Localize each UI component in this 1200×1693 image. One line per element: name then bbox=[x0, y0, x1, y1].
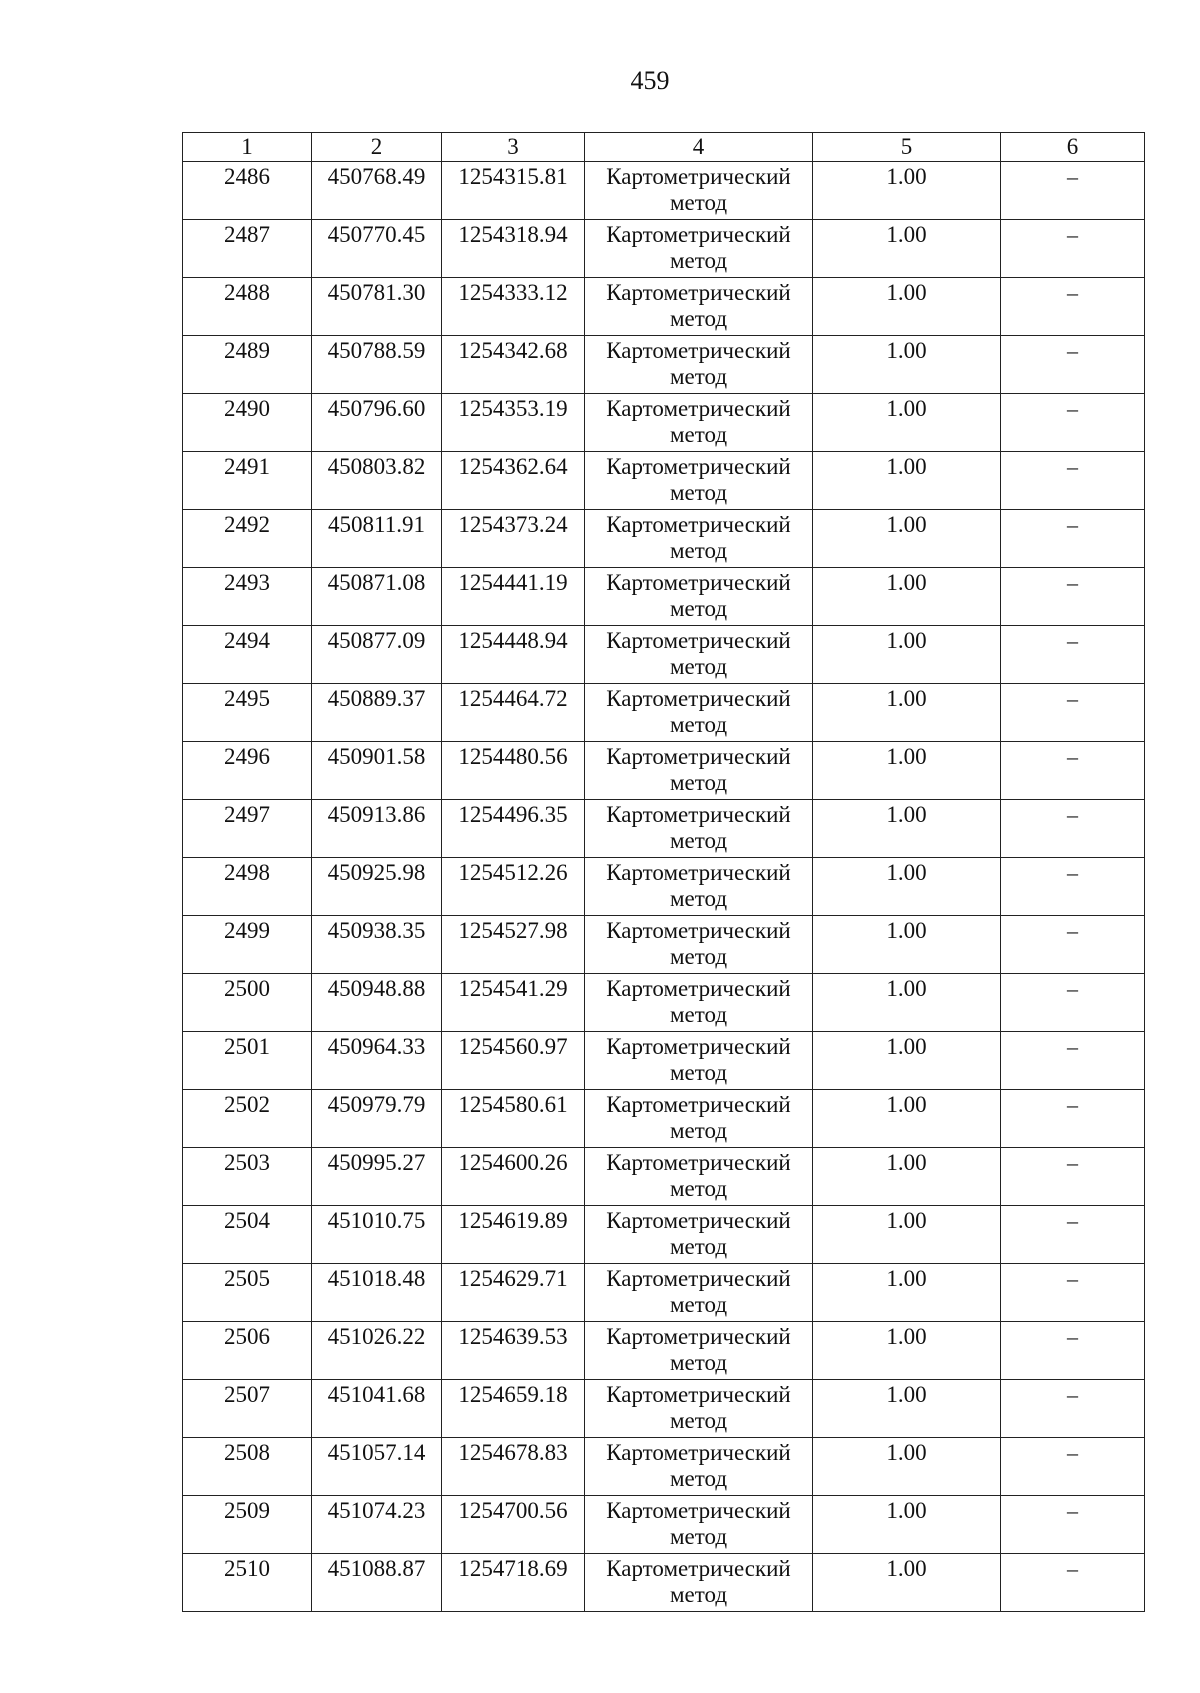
method-cell bbox=[585, 452, 813, 510]
point-number-cell: 2493 bbox=[183, 568, 312, 626]
point-number-cell: 2489 bbox=[183, 336, 312, 394]
method-line-1: Картометрический bbox=[606, 628, 791, 653]
table-row bbox=[183, 684, 1145, 742]
method-cell bbox=[585, 220, 813, 278]
y-coordinate-cell: 1254342.68 bbox=[442, 336, 585, 394]
header-col-5: 5 bbox=[813, 133, 1001, 162]
note-cell: – bbox=[1001, 858, 1145, 916]
point-number-cell: 2499 bbox=[183, 916, 312, 974]
y-coordinate-cell: 1254496.35 bbox=[442, 800, 585, 858]
header-col-3: 3 bbox=[442, 133, 585, 162]
method-line-2: метод bbox=[669, 596, 728, 621]
x-coordinate-cell: 451041.68 bbox=[312, 1380, 442, 1438]
method-line-1: Картометрический bbox=[606, 976, 791, 1001]
method-line-2: метод bbox=[669, 422, 728, 447]
table-row bbox=[183, 800, 1145, 858]
header-col-6: 6 bbox=[1001, 133, 1145, 162]
method-line-1: Картометрический bbox=[606, 1498, 791, 1523]
method-line-1: Картометрический bbox=[606, 860, 791, 885]
method-line-1: Картометрический bbox=[606, 744, 791, 769]
accuracy-cell: 1.00 bbox=[813, 1206, 1001, 1264]
x-coordinate-cell: 451018.48 bbox=[312, 1264, 442, 1322]
x-coordinate-cell: 450877.09 bbox=[312, 626, 442, 684]
method-line-2: метод bbox=[669, 1234, 728, 1259]
note-cell: – bbox=[1001, 1206, 1145, 1264]
y-coordinate-cell: 1254527.98 bbox=[442, 916, 585, 974]
method-line-1: Картометрический bbox=[606, 1556, 791, 1581]
table-row bbox=[183, 220, 1145, 278]
y-coordinate-cell: 1254541.29 bbox=[442, 974, 585, 1032]
table-row bbox=[183, 1438, 1145, 1496]
method-cell bbox=[585, 1032, 813, 1090]
accuracy-cell: 1.00 bbox=[813, 1090, 1001, 1148]
method-line-1: Картометрический bbox=[606, 454, 791, 479]
method-line-1: Картометрический bbox=[606, 512, 791, 537]
table-row bbox=[183, 1090, 1145, 1148]
y-coordinate-cell: 1254678.83 bbox=[442, 1438, 585, 1496]
y-coordinate-cell: 1254373.24 bbox=[442, 510, 585, 568]
method-line-1: Картометрический bbox=[606, 1150, 791, 1175]
point-number-cell: 2495 bbox=[183, 684, 312, 742]
method-line-2: метод bbox=[669, 770, 728, 795]
accuracy-cell: 1.00 bbox=[813, 1148, 1001, 1206]
accuracy-cell: 1.00 bbox=[813, 1554, 1001, 1612]
point-number-cell: 2501 bbox=[183, 1032, 312, 1090]
method-line-2: метод bbox=[669, 944, 728, 969]
note-cell: – bbox=[1001, 452, 1145, 510]
y-coordinate-cell: 1254600.26 bbox=[442, 1148, 585, 1206]
method-line-2: метод bbox=[669, 1176, 728, 1201]
y-coordinate-cell: 1254629.71 bbox=[442, 1264, 585, 1322]
y-coordinate-cell: 1254639.53 bbox=[442, 1322, 585, 1380]
method-cell bbox=[585, 800, 813, 858]
x-coordinate-cell: 450925.98 bbox=[312, 858, 442, 916]
accuracy-cell: 1.00 bbox=[813, 394, 1001, 452]
point-number-cell: 2504 bbox=[183, 1206, 312, 1264]
accuracy-cell: 1.00 bbox=[813, 452, 1001, 510]
x-coordinate-cell: 450811.91 bbox=[312, 510, 442, 568]
method-cell bbox=[585, 742, 813, 800]
method-cell bbox=[585, 1090, 813, 1148]
method-line-2: метод bbox=[669, 364, 728, 389]
point-number-cell: 2486 bbox=[183, 162, 312, 220]
note-cell: – bbox=[1001, 1264, 1145, 1322]
point-number-cell: 2488 bbox=[183, 278, 312, 336]
note-cell: – bbox=[1001, 974, 1145, 1032]
method-line-2: метод bbox=[669, 1524, 728, 1549]
page-number: 459 bbox=[630, 66, 670, 95]
y-coordinate-cell: 1254512.26 bbox=[442, 858, 585, 916]
note-cell: – bbox=[1001, 800, 1145, 858]
x-coordinate-cell: 450948.88 bbox=[312, 974, 442, 1032]
note-cell: – bbox=[1001, 510, 1145, 568]
method-line-2: метод bbox=[669, 828, 728, 853]
table-row bbox=[183, 568, 1145, 626]
method-line-2: метод bbox=[669, 248, 728, 273]
method-cell bbox=[585, 916, 813, 974]
point-number-cell: 2507 bbox=[183, 1380, 312, 1438]
header-col-2: 2 bbox=[312, 133, 442, 162]
note-cell: – bbox=[1001, 336, 1145, 394]
table-row bbox=[183, 1206, 1145, 1264]
x-coordinate-cell: 450781.30 bbox=[312, 278, 442, 336]
table-row bbox=[183, 1148, 1145, 1206]
method-cell bbox=[585, 858, 813, 916]
accuracy-cell: 1.00 bbox=[813, 626, 1001, 684]
method-cell bbox=[585, 1322, 813, 1380]
method-cell bbox=[585, 684, 813, 742]
x-coordinate-cell: 450995.27 bbox=[312, 1148, 442, 1206]
table-row bbox=[183, 626, 1145, 684]
x-coordinate-cell: 451057.14 bbox=[312, 1438, 442, 1496]
y-coordinate-cell: 1254362.64 bbox=[442, 452, 585, 510]
table-row bbox=[183, 916, 1145, 974]
table-row bbox=[183, 452, 1145, 510]
coordinates-table-container bbox=[182, 132, 1144, 1612]
accuracy-cell: 1.00 bbox=[813, 568, 1001, 626]
x-coordinate-cell: 450768.49 bbox=[312, 162, 442, 220]
method-line-2: метод bbox=[669, 1060, 728, 1085]
method-line-2: метод bbox=[669, 654, 728, 679]
y-coordinate-cell: 1254441.19 bbox=[442, 568, 585, 626]
y-coordinate-cell: 1254659.18 bbox=[442, 1380, 585, 1438]
point-number-cell: 2487 bbox=[183, 220, 312, 278]
y-coordinate-cell: 1254718.69 bbox=[442, 1554, 585, 1612]
x-coordinate-cell: 450913.86 bbox=[312, 800, 442, 858]
method-line-1: Картометрический bbox=[606, 1266, 791, 1291]
note-cell: – bbox=[1001, 1554, 1145, 1612]
x-coordinate-cell: 450871.08 bbox=[312, 568, 442, 626]
table-header bbox=[183, 133, 1145, 162]
table-row bbox=[183, 1264, 1145, 1322]
method-line-1: Картометрический bbox=[606, 918, 791, 943]
x-coordinate-cell: 450979.79 bbox=[312, 1090, 442, 1148]
accuracy-cell: 1.00 bbox=[813, 1380, 1001, 1438]
y-coordinate-cell: 1254619.89 bbox=[442, 1206, 585, 1264]
method-cell bbox=[585, 1438, 813, 1496]
table-row bbox=[183, 1032, 1145, 1090]
method-line-2: метод bbox=[669, 480, 728, 505]
point-number-cell: 2494 bbox=[183, 626, 312, 684]
accuracy-cell: 1.00 bbox=[813, 278, 1001, 336]
accuracy-cell: 1.00 bbox=[813, 336, 1001, 394]
point-number-cell: 2498 bbox=[183, 858, 312, 916]
note-cell: – bbox=[1001, 742, 1145, 800]
point-number-cell: 2502 bbox=[183, 1090, 312, 1148]
table-row bbox=[183, 858, 1145, 916]
method-line-2: метод bbox=[669, 190, 728, 215]
table-row bbox=[183, 1554, 1145, 1612]
y-coordinate-cell: 1254464.72 bbox=[442, 684, 585, 742]
x-coordinate-cell: 451010.75 bbox=[312, 1206, 442, 1264]
method-cell bbox=[585, 974, 813, 1032]
note-cell: – bbox=[1001, 162, 1145, 220]
y-coordinate-cell: 1254560.97 bbox=[442, 1032, 585, 1090]
method-line-2: метод bbox=[669, 538, 728, 563]
note-cell: – bbox=[1001, 394, 1145, 452]
note-cell: – bbox=[1001, 1148, 1145, 1206]
coordinates-table bbox=[182, 132, 1145, 1612]
method-line-1: Картометрический bbox=[606, 280, 791, 305]
method-cell bbox=[585, 510, 813, 568]
method-line-2: метод bbox=[669, 1002, 728, 1027]
x-coordinate-cell: 450901.58 bbox=[312, 742, 442, 800]
method-line-1: Картометрический bbox=[606, 396, 791, 421]
method-cell bbox=[585, 162, 813, 220]
header-col-4: 4 bbox=[585, 133, 813, 162]
table-row bbox=[183, 336, 1145, 394]
x-coordinate-cell: 451026.22 bbox=[312, 1322, 442, 1380]
method-cell bbox=[585, 1496, 813, 1554]
method-line-1: Картометрический bbox=[606, 1208, 791, 1233]
method-line-1: Картометрический bbox=[606, 802, 791, 827]
table-row bbox=[183, 394, 1145, 452]
accuracy-cell: 1.00 bbox=[813, 220, 1001, 278]
table-row bbox=[183, 1322, 1145, 1380]
note-cell: – bbox=[1001, 1090, 1145, 1148]
accuracy-cell: 1.00 bbox=[813, 684, 1001, 742]
point-number-cell: 2510 bbox=[183, 1554, 312, 1612]
note-cell: – bbox=[1001, 626, 1145, 684]
accuracy-cell: 1.00 bbox=[813, 800, 1001, 858]
y-coordinate-cell: 1254318.94 bbox=[442, 220, 585, 278]
method-line-1: Картометрический bbox=[606, 570, 791, 595]
method-cell bbox=[585, 1264, 813, 1322]
method-cell bbox=[585, 278, 813, 336]
header-row bbox=[183, 133, 1145, 162]
y-coordinate-cell: 1254333.12 bbox=[442, 278, 585, 336]
y-coordinate-cell: 1254353.19 bbox=[442, 394, 585, 452]
point-number-cell: 2505 bbox=[183, 1264, 312, 1322]
method-line-2: метод bbox=[669, 1118, 728, 1143]
table-row bbox=[183, 162, 1145, 220]
method-cell bbox=[585, 1148, 813, 1206]
table-row bbox=[183, 1496, 1145, 1554]
accuracy-cell: 1.00 bbox=[813, 1438, 1001, 1496]
accuracy-cell: 1.00 bbox=[813, 1032, 1001, 1090]
point-number-cell: 2496 bbox=[183, 742, 312, 800]
note-cell: – bbox=[1001, 916, 1145, 974]
accuracy-cell: 1.00 bbox=[813, 510, 1001, 568]
point-number-cell: 2509 bbox=[183, 1496, 312, 1554]
method-cell bbox=[585, 626, 813, 684]
method-line-2: метод bbox=[669, 1466, 728, 1491]
note-cell: – bbox=[1001, 278, 1145, 336]
note-cell: – bbox=[1001, 1380, 1145, 1438]
method-line-1: Картометрический bbox=[606, 1092, 791, 1117]
note-cell: – bbox=[1001, 1032, 1145, 1090]
y-coordinate-cell: 1254480.56 bbox=[442, 742, 585, 800]
x-coordinate-cell: 451074.23 bbox=[312, 1496, 442, 1554]
method-line-1: Картометрический bbox=[606, 1324, 791, 1349]
method-cell bbox=[585, 568, 813, 626]
point-number-cell: 2492 bbox=[183, 510, 312, 568]
accuracy-cell: 1.00 bbox=[813, 916, 1001, 974]
table-row bbox=[183, 278, 1145, 336]
table-body bbox=[183, 162, 1145, 1612]
table-row bbox=[183, 742, 1145, 800]
method-cell bbox=[585, 336, 813, 394]
point-number-cell: 2491 bbox=[183, 452, 312, 510]
method-line-2: метод bbox=[669, 712, 728, 737]
table-row bbox=[183, 1380, 1145, 1438]
method-line-1: Картометрический bbox=[606, 1034, 791, 1059]
point-number-cell: 2503 bbox=[183, 1148, 312, 1206]
note-cell: – bbox=[1001, 684, 1145, 742]
y-coordinate-cell: 1254448.94 bbox=[442, 626, 585, 684]
point-number-cell: 2497 bbox=[183, 800, 312, 858]
accuracy-cell: 1.00 bbox=[813, 162, 1001, 220]
y-coordinate-cell: 1254315.81 bbox=[442, 162, 585, 220]
method-line-2: метод bbox=[669, 1408, 728, 1433]
x-coordinate-cell: 450889.37 bbox=[312, 684, 442, 742]
y-coordinate-cell: 1254700.56 bbox=[442, 1496, 585, 1554]
method-line-2: метод bbox=[669, 1350, 728, 1375]
method-line-1: Картометрический bbox=[606, 686, 791, 711]
method-cell bbox=[585, 1206, 813, 1264]
table-row bbox=[183, 510, 1145, 568]
method-line-1: Картометрический bbox=[606, 338, 791, 363]
accuracy-cell: 1.00 bbox=[813, 1322, 1001, 1380]
x-coordinate-cell: 450938.35 bbox=[312, 916, 442, 974]
header-col-1: 1 bbox=[183, 133, 312, 162]
point-number-cell: 2508 bbox=[183, 1438, 312, 1496]
method-line-1: Картометрический bbox=[606, 1440, 791, 1465]
method-line-1: Картометрический bbox=[606, 164, 791, 189]
method-cell bbox=[585, 394, 813, 452]
note-cell: – bbox=[1001, 1322, 1145, 1380]
accuracy-cell: 1.00 bbox=[813, 974, 1001, 1032]
point-number-cell: 2490 bbox=[183, 394, 312, 452]
point-number-cell: 2500 bbox=[183, 974, 312, 1032]
point-number-cell: 2506 bbox=[183, 1322, 312, 1380]
method-cell bbox=[585, 1380, 813, 1438]
method-line-2: метод bbox=[669, 1292, 728, 1317]
method-line-2: метод bbox=[669, 1582, 728, 1607]
accuracy-cell: 1.00 bbox=[813, 1264, 1001, 1322]
note-cell: – bbox=[1001, 568, 1145, 626]
method-line-2: метод bbox=[669, 306, 728, 331]
x-coordinate-cell: 450796.60 bbox=[312, 394, 442, 452]
x-coordinate-cell: 451088.87 bbox=[312, 1554, 442, 1612]
x-coordinate-cell: 450788.59 bbox=[312, 336, 442, 394]
note-cell: – bbox=[1001, 1438, 1145, 1496]
accuracy-cell: 1.00 bbox=[813, 858, 1001, 916]
accuracy-cell: 1.00 bbox=[813, 1496, 1001, 1554]
x-coordinate-cell: 450770.45 bbox=[312, 220, 442, 278]
accuracy-cell: 1.00 bbox=[813, 742, 1001, 800]
x-coordinate-cell: 450803.82 bbox=[312, 452, 442, 510]
x-coordinate-cell: 450964.33 bbox=[312, 1032, 442, 1090]
note-cell: – bbox=[1001, 220, 1145, 278]
table-row bbox=[183, 974, 1145, 1032]
y-coordinate-cell: 1254580.61 bbox=[442, 1090, 585, 1148]
method-line-1: Картометрический bbox=[606, 1382, 791, 1407]
method-line-2: метод bbox=[669, 886, 728, 911]
note-cell: – bbox=[1001, 1496, 1145, 1554]
method-line-1: Картометрический bbox=[606, 222, 791, 247]
method-cell bbox=[585, 1554, 813, 1612]
